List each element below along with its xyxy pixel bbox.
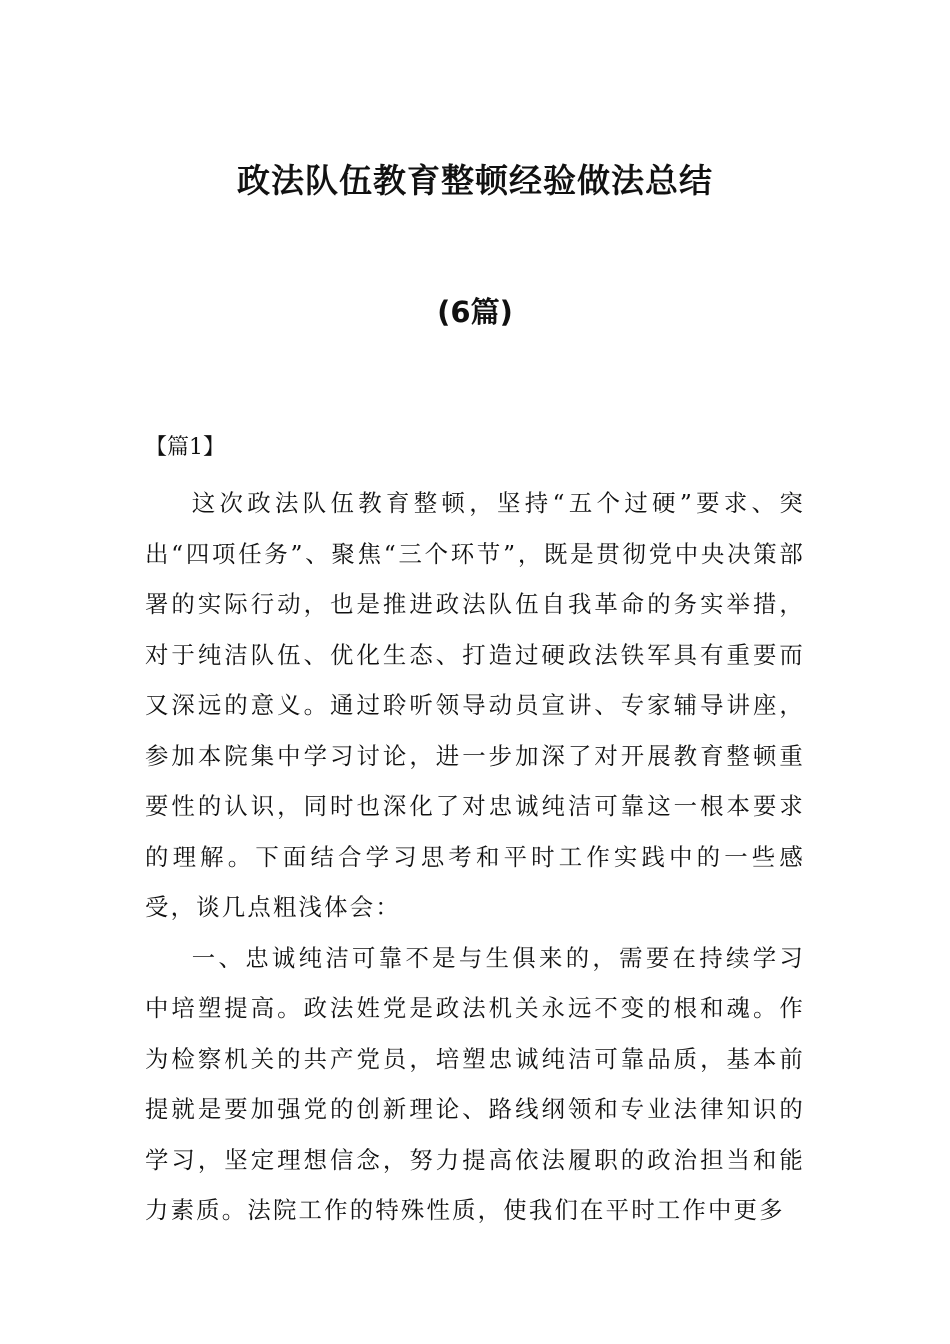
paragraph-1: 这次政法队伍教育整顿，坚持“五个过硬”要求、突出“四项任务”、聚焦“三个环节”，既是贯彻党中央决策部署的实际行动，也是推进政法队伍自我革命的务实举措，对于纯洁队伍、优化生态、打造过硬政法铁军具有重要而又深远的意义。通过聆听领导动员宣讲、专家辅导讲座，参加本院集中学习讨论，进一步加深了对开展教育整顿重要性的认识，同时也深化了对忠诚纯洁可靠这一根本要求的理解。下面结合学习思考和平时工作实践中的一些感受，谈几点粗浅体会： (145, 489, 805, 921)
document-body (145, 478, 805, 1236)
document-title: 政法队伍教育整顿经验做法总结 (237, 161, 713, 200)
section-label: 【篇1】 (145, 435, 225, 460)
paragraph-2: 一、忠诚纯洁可靠不是与生俱来的，需要在持续学习中培塑提高。政法姓党是政法机关永远不变的根和魂。作为检察机关的共产党员，培塑忠诚纯洁可靠品质，基本前提就是要加强党的创新理论、路线纲领和专业法律知识的学习，坚定理想信念，努力提高依法履职的政治担当和能力素质。法院工作的特殊性质，使我们在平时工作中更多 (145, 943, 805, 1224)
document-subtitle: (6篇) (437, 295, 513, 329)
